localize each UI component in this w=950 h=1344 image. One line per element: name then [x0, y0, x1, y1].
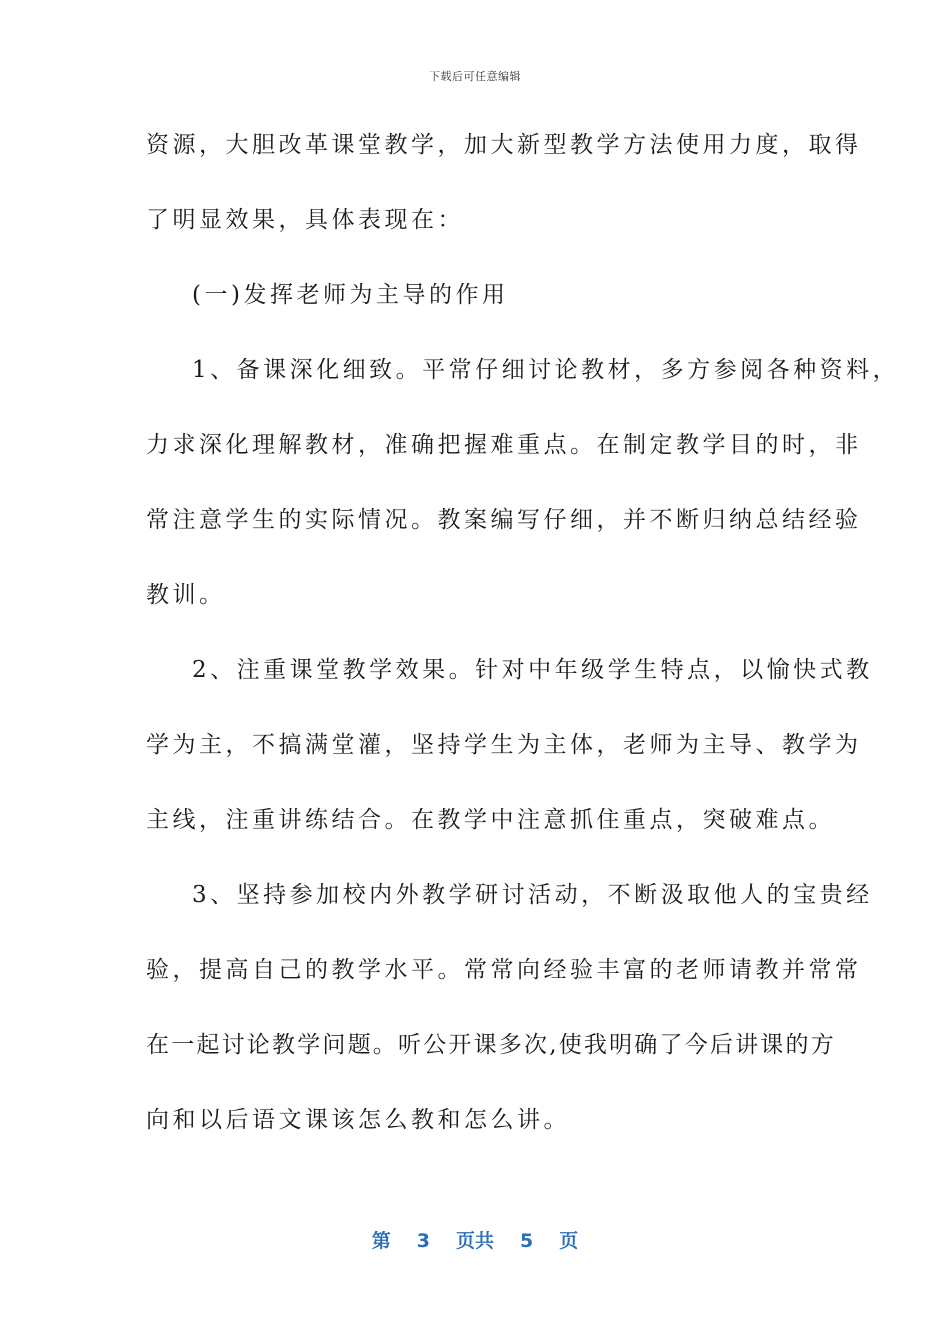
paragraph-line: 力求深化理解教材，准确把握难重点。在制定教学目的时，非: [146, 432, 862, 458]
paragraph-line: 了明显效果，具体表现在：: [146, 207, 464, 233]
page-header: 下载后可任意编辑: [429, 70, 521, 83]
paragraph-line: 资源，大胆改革课堂教学，加大新型教学方法使用力度，取得: [146, 132, 862, 158]
paragraph-line: 学为主，不搞满堂灌，坚持学生为主体，老师为主导、教学为: [146, 732, 862, 758]
paragraph-line: 主线，注重讲练结合。在教学中注意抓住重点，突破难点。: [146, 807, 835, 833]
page-footer: [0, 1226, 950, 1253]
paragraph-line: 教训。: [146, 582, 226, 608]
footer-suffix: 页: [559, 1230, 579, 1252]
paragraph-line: 2、注重课堂教学效果。针对中年级学生特点，以愉快式教: [192, 657, 873, 683]
footer-middle: 页共: [455, 1230, 494, 1252]
paragraph-line: 1、备课深化细致。平常仔细讨论教材，多方参阅各种资料，: [192, 357, 900, 383]
current-page-number: 3: [416, 1230, 430, 1252]
section-heading: (一)发挥老师为主导的作用: [192, 282, 509, 308]
paragraph-line: 3、坚持参加校内外教学研讨活动，不断汲取他人的宝贵经: [192, 882, 873, 908]
total-pages-number: 5: [520, 1230, 534, 1252]
footer-prefix: 第: [371, 1230, 391, 1252]
paragraph-line: 验，提高自己的教学水平。常常向经验丰富的老师请教并常常: [146, 957, 862, 983]
paragraph-line: 在一起讨论教学问题。听公开课多次,使我明确了今后讲课的方: [146, 1032, 836, 1058]
paragraph-line: 常注意学生的实际情况。教案编写仔细，并不断归纳总结经验: [146, 507, 862, 533]
paragraph-line: 向和以后语文课该怎么教和怎么讲。: [146, 1107, 570, 1133]
